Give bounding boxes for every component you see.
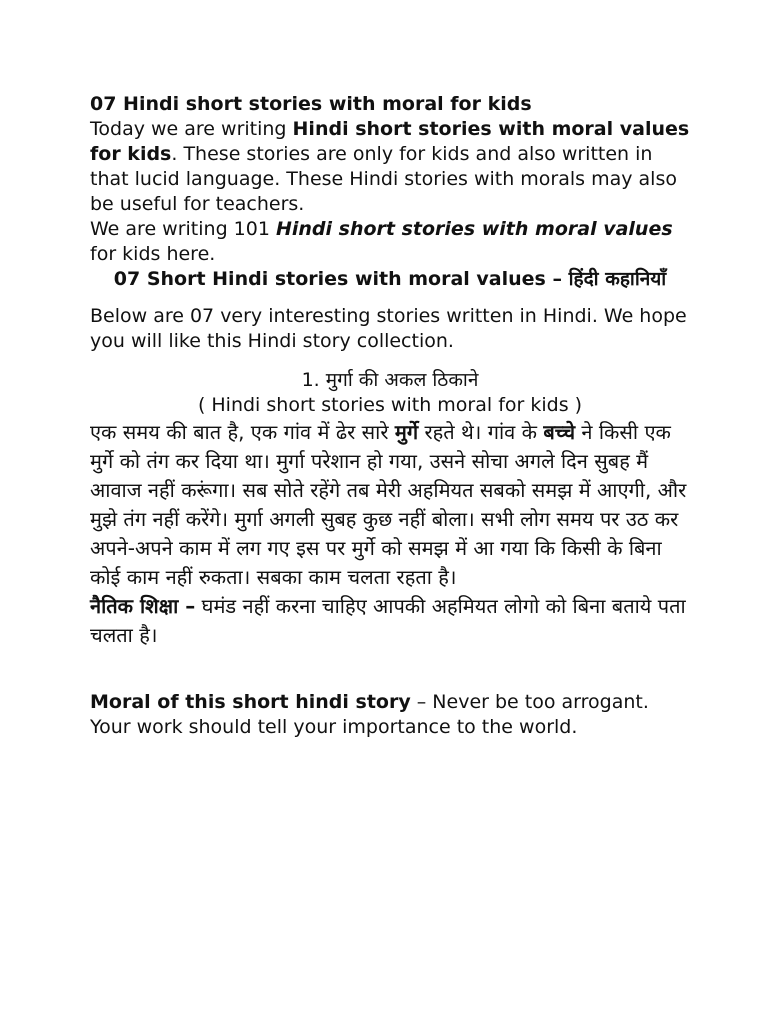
english-moral-text: – Never be too arrogant. Your work should tell your importance to the world. <box>90 691 649 738</box>
section-title: 07 Short Hindi stories with moral values – हिंदी कहानियाँ <box>113 268 667 290</box>
hindi-moral-text: घमंड नहीं करना चाहिए आपकी अहमियत लोगो को बिना बताये पता चलता है। <box>90 594 686 647</box>
intro-paragraph <box>90 117 690 217</box>
writing-paragraph <box>90 217 690 267</box>
writing-text-bolditalic: Hindi short stories with moral values <box>275 218 673 240</box>
story-text-bold-bacche: बच्चे <box>543 420 576 444</box>
page-heading: 07 Hindi short stories with moral for kids <box>90 93 532 115</box>
english-moral-paragraph <box>90 690 690 740</box>
document-body <box>90 92 690 740</box>
story-text-bold-murge: मुर्गे <box>394 420 419 444</box>
story-paragraph <box>90 418 690 592</box>
writing-text-c: for kids here. <box>90 243 216 265</box>
below-paragraph: Below are 07 very interesting stories written in Hindi. We hope you will like this Hindi story collection. <box>90 305 687 352</box>
story-text-e: ने किसी एक मुर्गे को तंग कर दिया था। मुर्गा परेशान हो गया, उसने सोचा अगले दिन सुबह मैं आवाज नहीं करूंगा। सब सोते रहेंगे तब मेरी अहमियत सबको समझ में आएगी, और मुझे तंग नहीं करेंगे। मुर्गा अगली सुबह कुछ नहीं बोला। सभी लोग समय पर उठ कर अपने-अपने काम में लग गए इस पर मुर्गे को समझ में आ गया कि किसी के बिना कोई काम नहीं रुकता। सबका काम चलता रहता है। <box>90 420 687 589</box>
intro-text-a: Today we are writing <box>90 118 293 140</box>
story-subtitle: ( Hindi short stories with moral for kids ) <box>197 394 583 416</box>
story-text-c: रहते थे। गांव के <box>418 420 544 444</box>
story-text-a: एक समय की बात है, एक गांव में ढेर सारे <box>90 420 395 444</box>
intro-text-c: . These stories are only for kids and also written in that lucid language. These Hindi stories with morals may also be useful for teachers. <box>90 143 677 215</box>
intro-text-bold: Hindi short stories with moral values for kids <box>90 118 690 165</box>
english-moral-label: Moral of this short hindi story <box>90 691 411 713</box>
story-title: 1. मुर्गा की अकल ठिकाने <box>301 369 479 391</box>
hindi-moral-paragraph <box>90 592 690 650</box>
hindi-moral-label: नैतिक शिक्षा – <box>90 594 196 618</box>
writing-text-a: We are writing 101 <box>90 218 276 240</box>
